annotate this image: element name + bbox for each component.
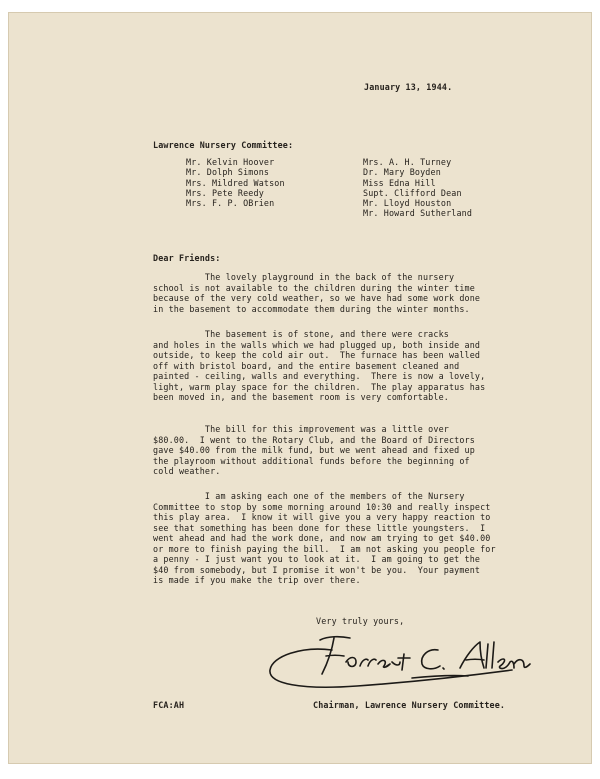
body-paragraph-1 [153, 272, 548, 314]
member-name: Supt. Clifford Dean [363, 187, 462, 198]
paragraph-line: The lovely playground in the back of the nursery [153, 272, 455, 282]
paragraph-line: school is not available to the children during the winter time [153, 282, 475, 293]
handwritten-signature [262, 628, 552, 698]
paragraph-line: went ahead and had the work done, and now am trying to get $40.00 [153, 533, 491, 543]
paragraph-line: a penny - I just want you to look at it. I am going to get the [153, 554, 481, 564]
paragraph-line: gave $40.00 from the milk fund, but we went ahead and fixed up [153, 445, 475, 455]
member-name: Mr. Dolph Simons [186, 167, 270, 178]
paragraph-line: been moved in, and the basement room is very comfortable. [153, 392, 449, 402]
paragraph-line: cold weather. [153, 466, 221, 476]
paragraph-line: outside, to keep the cold air out. The furnace has been walled [153, 350, 481, 360]
salutation: Dear Friends: [153, 253, 221, 263]
signer-title: Chairman, Lawrence Nursery Committee. [313, 700, 506, 710]
body-paragraph-3 [153, 424, 548, 477]
member-name: Dr. Mary Boyden [363, 167, 441, 178]
paragraph-line: painted - ceiling, walls and everything. There is now a lovely, [153, 371, 486, 381]
complimentary-close: Very truly yours, [316, 616, 405, 626]
member-name: Mrs. Mildred Watson [186, 177, 285, 188]
paragraph-line: The basement is of stone, and there were cracks [153, 329, 449, 339]
member-name: Mrs. A. H. Turney [363, 157, 452, 167]
paragraph-line: and holes in the walls which we had plugged up, both inside and [153, 339, 481, 350]
member-name: Mr. Lloyd Houston [363, 198, 452, 209]
paragraph-line: is made if you make the trip over there. [153, 575, 361, 585]
paragraph-line: $80.00. I went to the Rotary Club, and the Board of Directors [153, 434, 475, 445]
member-name: Miss Edna Hill [363, 177, 436, 188]
body-paragraph-4 [153, 491, 548, 586]
paragraph-line: in the basement to accommodate them during the winter months. [153, 303, 470, 314]
paragraph-line: The bill for this improvement was a little over [153, 424, 449, 434]
paragraph-line: this play area. I know it will give you a very happy reaction to [153, 512, 491, 522]
paragraph-line: or more to finish paying the bill. I am not asking you people for [153, 543, 496, 554]
member-name: Mrs. Pete Reedy [186, 187, 264, 198]
committee-heading: Lawrence Nursery Committee: [153, 140, 294, 150]
member-name: Mr. Howard Sutherland [363, 208, 473, 219]
committee-members-left [186, 157, 285, 208]
paragraph-line: $40 from somebody, but I promise it won't be you. Your payment [153, 564, 481, 575]
body-paragraph-2 [153, 329, 548, 403]
paragraph-line: I am asking each one of the members of the Nursery [153, 491, 465, 501]
paragraph-line: the playroom without additional funds before the beginning of [153, 455, 470, 466]
paragraph-line: off with bristol board, and the entire basement cleaned and [153, 360, 460, 371]
paragraph-line: see that something has been done for these little youngsters. I [153, 522, 486, 533]
committee-members-right [363, 157, 472, 219]
member-name: Mrs. F. P. OBrien [186, 198, 275, 209]
paragraph-line: Committee to stop by some morning around 10:30 and really inspect [153, 501, 491, 512]
paragraph-line: because of the very cold weather, so we have had some work done [153, 293, 481, 303]
paragraph-line: light, warm play space for the children. The play apparatus has [153, 381, 486, 392]
member-name: Mr. Kelvin Hoover [186, 157, 275, 167]
reference-initials: FCA:AH [153, 700, 185, 710]
letter-date: January 13, 1944. [364, 82, 453, 92]
